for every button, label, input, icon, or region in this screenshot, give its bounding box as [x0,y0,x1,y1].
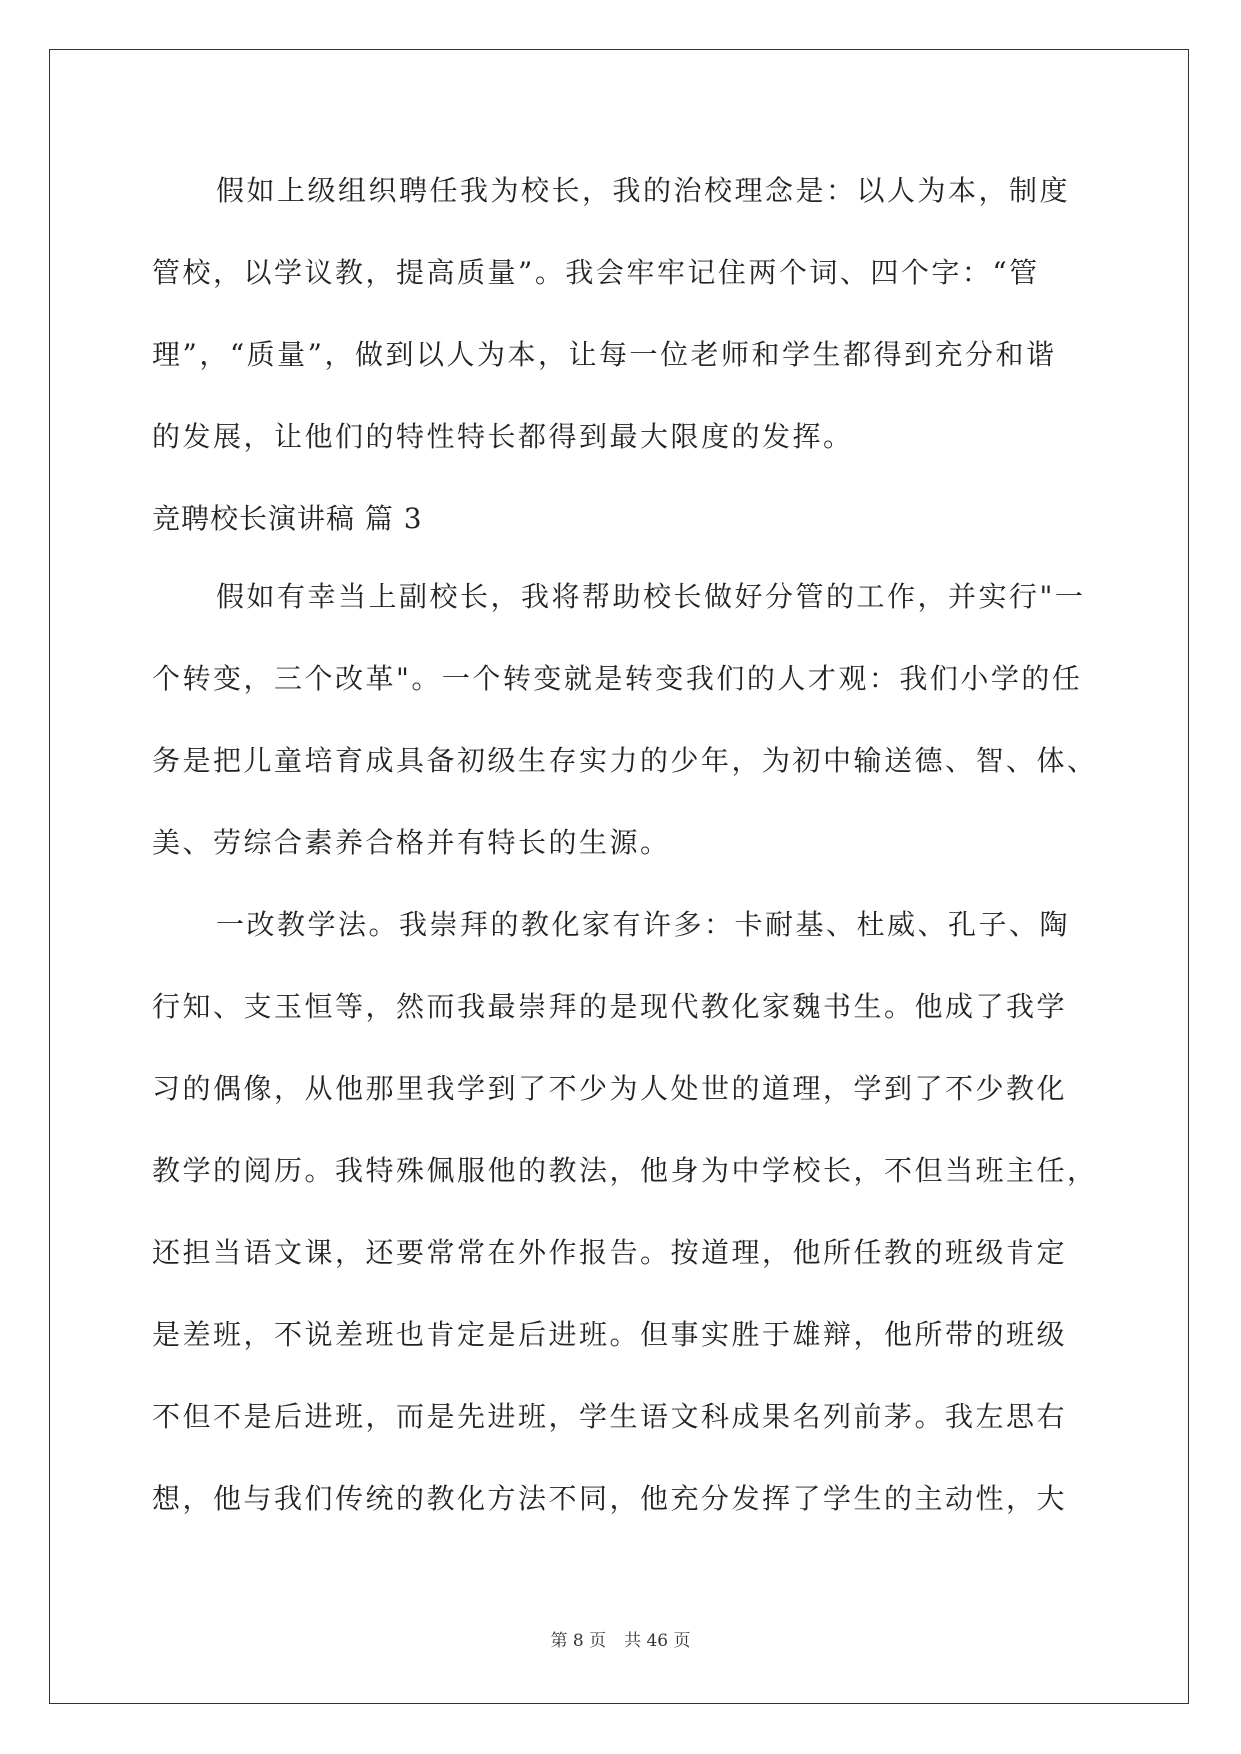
document-body [152,160,1098,1550]
page-total: 共 46 页 [624,1631,691,1651]
paragraph-line: 想，他与我们传统的教化方法不同，他充分发挥了学生的主动性，大 [152,1482,1068,1515]
paragraph-line: 务是把儿童培育成具备初级生存实力的少年，为初中输送德、智、体、 [152,744,1098,777]
paragraph-line: 个转变，三个改革"。一个转变就是转变我们的人才观：我们小学的任 [152,662,1083,695]
section-heading: 竞聘校长演讲稿 篇 3 [152,502,423,535]
paragraph-line: 行知、支玉恒等，然而我最崇拜的是现代教化家魏书生。他成了我学 [152,990,1068,1023]
paragraph-line: 习的偶像，从他那里我学到了不少为人处世的道理，学到了不少教化 [152,1072,1068,1105]
paragraph-line: 假如有幸当上副校长，我将帮助校长做好分管的工作，并实行"一 [216,580,1086,613]
paragraph-line: 还担当语文课，还要常常在外作报告。按道理，他所任教的班级肯定 [152,1236,1068,1269]
paragraph-line: 不但不是后进班，而是先进班，学生语文科成果名列前茅。我左思右 [152,1400,1068,1433]
paragraph-line: 是差班，不说差班也肯定是后进班。但事实胜于雄辩，他所带的班级 [152,1318,1068,1351]
paragraph-line: 美、劳综合素养合格并有特长的生源。 [152,826,671,859]
page-number: 第 8 页 [550,1631,607,1651]
paragraph-line: 假如上级组织聘任我为校长，我的治校理念是：以人为本，制度 [216,174,1071,207]
paragraph-line: 一改教学法。我崇拜的教化家有许多：卡耐基、杜威、孔子、陶 [216,908,1071,941]
paragraph-line: 理”，“质量”，做到以人为本，让每一位老师和学生都得到充分和谐 [152,338,1057,371]
paragraph-line: 教学的阅历。我特殊佩服他的教法，他身为中学校长，不但当班主任， [152,1154,1098,1187]
paragraph-line: 的发展，让他们的特性特长都得到最大限度的发挥。 [152,420,854,453]
paragraph-line: 管校，以学议教，提高质量”。我会牢牢记住两个词、四个字：“管 [152,256,1040,289]
page-footer [0,1626,1241,1651]
